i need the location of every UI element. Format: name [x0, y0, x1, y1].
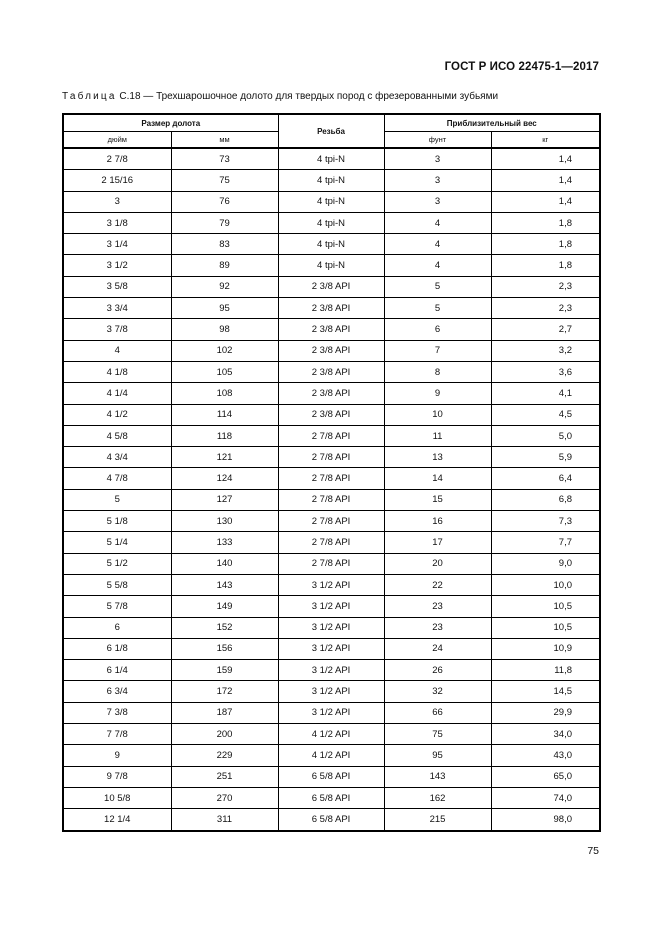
cell-thread: 4 tpi-N	[278, 191, 384, 212]
table-caption	[62, 91, 498, 102]
cell-mm: 149	[171, 596, 278, 617]
cell-lb: 16	[384, 511, 491, 532]
cell-inch: 2 7/8	[63, 148, 171, 170]
cell-thread: 4 1/2 API	[278, 724, 384, 745]
cell-kg: 1,4	[491, 148, 600, 170]
table-row	[63, 234, 600, 255]
cell-lb: 11	[384, 425, 491, 446]
cell-mm: 130	[171, 511, 278, 532]
cell-kg: 1,4	[491, 191, 600, 212]
cell-lb: 3	[384, 170, 491, 191]
cell-inch: 6 3/4	[63, 681, 171, 702]
cell-mm: 229	[171, 745, 278, 766]
cell-inch: 5 1/8	[63, 511, 171, 532]
table-row	[63, 745, 600, 766]
cell-mm: 75	[171, 170, 278, 191]
cell-inch: 3	[63, 191, 171, 212]
cell-kg: 6,8	[491, 489, 600, 510]
cell-thread: 3 1/2 API	[278, 617, 384, 638]
cell-kg: 7,7	[491, 532, 600, 553]
cell-mm: 114	[171, 404, 278, 425]
cell-mm: 156	[171, 638, 278, 659]
cell-kg: 6,4	[491, 468, 600, 489]
cell-mm: 92	[171, 276, 278, 297]
cell-inch: 3 3/4	[63, 298, 171, 319]
cell-lb: 143	[384, 766, 491, 787]
cell-thread: 2 7/8 API	[278, 532, 384, 553]
cell-mm: 200	[171, 724, 278, 745]
cell-thread: 3 1/2 API	[278, 660, 384, 681]
table-row	[63, 148, 600, 170]
cell-lb: 22	[384, 574, 491, 595]
cell-thread: 2 7/8 API	[278, 553, 384, 574]
document-id: ГОСТ Р ИСО 22475-1—2017	[444, 61, 599, 73]
cell-mm: 73	[171, 148, 278, 170]
cell-thread: 2 3/8 API	[278, 298, 384, 319]
table-row	[63, 809, 600, 831]
cell-mm: 127	[171, 489, 278, 510]
table-row	[63, 596, 600, 617]
table-row	[63, 660, 600, 681]
cell-thread: 2 3/8 API	[278, 276, 384, 297]
cell-lb: 20	[384, 553, 491, 574]
header-inch: дюйм	[63, 132, 171, 149]
cell-lb: 9	[384, 383, 491, 404]
table-row	[63, 319, 600, 340]
cell-kg: 10,5	[491, 617, 600, 638]
cell-kg: 1,4	[491, 170, 600, 191]
cell-inch: 3 1/4	[63, 234, 171, 255]
cell-mm: 133	[171, 532, 278, 553]
cell-mm: 159	[171, 660, 278, 681]
cell-inch: 4	[63, 340, 171, 361]
cell-thread: 4 tpi-N	[278, 170, 384, 191]
cell-kg: 10,0	[491, 574, 600, 595]
cell-kg: 1,8	[491, 255, 600, 276]
table-body	[63, 148, 600, 831]
cell-thread: 3 1/2 API	[278, 702, 384, 723]
cell-thread: 6 5/8 API	[278, 809, 384, 831]
page-number: 75	[587, 845, 599, 857]
cell-kg: 7,3	[491, 511, 600, 532]
cell-lb: 15	[384, 489, 491, 510]
cell-inch: 5	[63, 489, 171, 510]
cell-inch: 4 7/8	[63, 468, 171, 489]
cell-mm: 124	[171, 468, 278, 489]
cell-kg: 3,6	[491, 361, 600, 382]
cell-mm: 76	[171, 191, 278, 212]
cell-inch: 4 1/4	[63, 383, 171, 404]
cell-thread: 2 3/8 API	[278, 383, 384, 404]
cell-mm: 140	[171, 553, 278, 574]
cell-kg: 2,3	[491, 298, 600, 319]
cell-kg: 10,5	[491, 596, 600, 617]
cell-thread: 2 7/8 API	[278, 447, 384, 468]
cell-lb: 32	[384, 681, 491, 702]
cell-inch: 5 1/2	[63, 553, 171, 574]
cell-kg: 2,7	[491, 319, 600, 340]
cell-kg: 4,1	[491, 383, 600, 404]
header-lb: фунт	[384, 132, 491, 149]
table-row	[63, 511, 600, 532]
cell-inch: 6 1/8	[63, 638, 171, 659]
cell-lb: 23	[384, 596, 491, 617]
cell-inch: 12 1/4	[63, 809, 171, 831]
cell-inch: 6 1/4	[63, 660, 171, 681]
header-thread: Резьба	[278, 114, 384, 148]
table-row	[63, 617, 600, 638]
table-row	[63, 191, 600, 212]
table-row	[63, 298, 600, 319]
table-row	[63, 766, 600, 787]
cell-mm: 83	[171, 234, 278, 255]
cell-inch: 3 7/8	[63, 319, 171, 340]
cell-lb: 5	[384, 276, 491, 297]
caption-label: Таблица	[62, 91, 117, 102]
cell-kg: 98,0	[491, 809, 600, 831]
cell-kg: 11,8	[491, 660, 600, 681]
cell-thread: 2 7/8 API	[278, 425, 384, 446]
header-kg: кг	[491, 132, 600, 149]
cell-lb: 7	[384, 340, 491, 361]
table-row	[63, 170, 600, 191]
cell-thread: 2 7/8 API	[278, 511, 384, 532]
cell-lb: 13	[384, 447, 491, 468]
table-row	[63, 340, 600, 361]
caption-number: С.18	[119, 91, 141, 102]
cell-lb: 162	[384, 787, 491, 808]
cell-inch: 7 7/8	[63, 724, 171, 745]
cell-lb: 6	[384, 319, 491, 340]
cell-thread: 3 1/2 API	[278, 596, 384, 617]
table-row	[63, 361, 600, 382]
cell-lb: 3	[384, 191, 491, 212]
cell-inch: 9 7/8	[63, 766, 171, 787]
caption-title: — Трехшарошочное долото для твердых пород с фрезерованными зубьями	[143, 91, 499, 102]
cell-kg: 9,0	[491, 553, 600, 574]
cell-thread: 4 1/2 API	[278, 745, 384, 766]
table-row	[63, 532, 600, 553]
cell-thread: 2 3/8 API	[278, 340, 384, 361]
cell-thread: 6 5/8 API	[278, 766, 384, 787]
table-row	[63, 404, 600, 425]
cell-mm: 105	[171, 361, 278, 382]
cell-lb: 23	[384, 617, 491, 638]
cell-mm: 79	[171, 212, 278, 233]
table-row	[63, 276, 600, 297]
table-row	[63, 383, 600, 404]
cell-kg: 74,0	[491, 787, 600, 808]
cell-mm: 143	[171, 574, 278, 595]
cell-mm: 95	[171, 298, 278, 319]
cell-kg: 5,0	[491, 425, 600, 446]
cell-thread: 4 tpi-N	[278, 255, 384, 276]
cell-kg: 29,9	[491, 702, 600, 723]
cell-lb: 4	[384, 234, 491, 255]
cell-kg: 3,2	[491, 340, 600, 361]
table-row	[63, 702, 600, 723]
cell-inch: 4 3/4	[63, 447, 171, 468]
header-bit-size: Размер долота	[63, 114, 278, 132]
cell-mm: 270	[171, 787, 278, 808]
cell-inch: 3 1/2	[63, 255, 171, 276]
cell-thread: 3 1/2 API	[278, 681, 384, 702]
bit-size-table	[62, 113, 601, 832]
cell-mm: 251	[171, 766, 278, 787]
cell-mm: 121	[171, 447, 278, 468]
cell-lb: 66	[384, 702, 491, 723]
cell-lb: 4	[384, 255, 491, 276]
cell-kg: 65,0	[491, 766, 600, 787]
cell-lb: 10	[384, 404, 491, 425]
cell-mm: 172	[171, 681, 278, 702]
cell-inch: 5 1/4	[63, 532, 171, 553]
cell-kg: 2,3	[491, 276, 600, 297]
cell-kg: 43,0	[491, 745, 600, 766]
table-row	[63, 468, 600, 489]
table-row	[63, 574, 600, 595]
header-mm: мм	[171, 132, 278, 149]
cell-thread: 2 7/8 API	[278, 468, 384, 489]
cell-kg: 10,9	[491, 638, 600, 659]
cell-lb: 17	[384, 532, 491, 553]
cell-thread: 2 3/8 API	[278, 404, 384, 425]
cell-mm: 98	[171, 319, 278, 340]
cell-inch: 4 1/8	[63, 361, 171, 382]
cell-mm: 152	[171, 617, 278, 638]
table-row	[63, 553, 600, 574]
cell-thread: 2 3/8 API	[278, 319, 384, 340]
cell-kg: 4,5	[491, 404, 600, 425]
table-row	[63, 681, 600, 702]
cell-kg: 34,0	[491, 724, 600, 745]
cell-lb: 24	[384, 638, 491, 659]
cell-inch: 7 3/8	[63, 702, 171, 723]
cell-lb: 4	[384, 212, 491, 233]
cell-kg: 14,5	[491, 681, 600, 702]
table-row	[63, 638, 600, 659]
cell-lb: 8	[384, 361, 491, 382]
cell-lb: 95	[384, 745, 491, 766]
cell-inch: 4 5/8	[63, 425, 171, 446]
table-row	[63, 447, 600, 468]
cell-lb: 14	[384, 468, 491, 489]
cell-thread: 4 tpi-N	[278, 234, 384, 255]
cell-thread: 2 3/8 API	[278, 361, 384, 382]
table-row	[63, 255, 600, 276]
cell-inch: 2 15/16	[63, 170, 171, 191]
cell-mm: 311	[171, 809, 278, 831]
cell-inch: 5 5/8	[63, 574, 171, 595]
cell-thread: 3 1/2 API	[278, 574, 384, 595]
cell-lb: 75	[384, 724, 491, 745]
cell-inch: 4 1/2	[63, 404, 171, 425]
cell-inch: 3 1/8	[63, 212, 171, 233]
cell-inch: 10 5/8	[63, 787, 171, 808]
cell-kg: 1,8	[491, 234, 600, 255]
cell-kg: 1,8	[491, 212, 600, 233]
cell-mm: 89	[171, 255, 278, 276]
cell-thread: 2 7/8 API	[278, 489, 384, 510]
cell-inch: 6	[63, 617, 171, 638]
cell-inch: 3 5/8	[63, 276, 171, 297]
table-row	[63, 489, 600, 510]
cell-thread: 4 tpi-N	[278, 148, 384, 170]
cell-inch: 5 7/8	[63, 596, 171, 617]
cell-thread: 6 5/8 API	[278, 787, 384, 808]
cell-mm: 187	[171, 702, 278, 723]
cell-mm: 108	[171, 383, 278, 404]
table-row	[63, 724, 600, 745]
cell-lb: 3	[384, 148, 491, 170]
cell-thread: 3 1/2 API	[278, 638, 384, 659]
cell-thread: 4 tpi-N	[278, 212, 384, 233]
table-row	[63, 787, 600, 808]
table-row	[63, 425, 600, 446]
cell-mm: 118	[171, 425, 278, 446]
cell-mm: 102	[171, 340, 278, 361]
cell-kg: 5,9	[491, 447, 600, 468]
table-row	[63, 212, 600, 233]
cell-lb: 5	[384, 298, 491, 319]
cell-inch: 9	[63, 745, 171, 766]
cell-lb: 26	[384, 660, 491, 681]
cell-lb: 215	[384, 809, 491, 831]
header-approx-weight: Приблизительный вес	[384, 114, 600, 132]
